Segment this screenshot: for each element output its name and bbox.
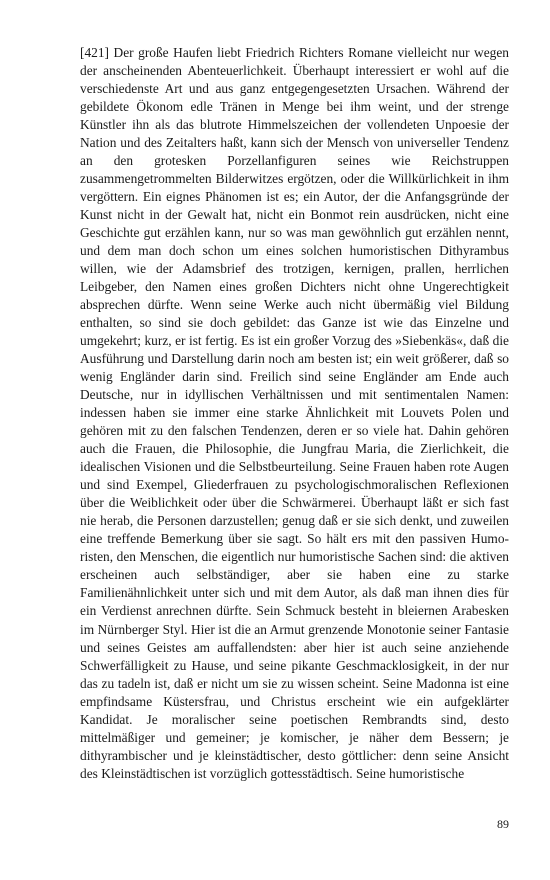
page-number: 89 xyxy=(497,817,509,831)
body-text: [421] Der große Haufen liebt Friedrich Richters Romane vielleicht nur wegen der anscheinenden Abenteuerlichkeit. Überhaupt interessiert er wohl auf die verschiedenste Art und aus ganz entgegengesetzten Ursachen. Während der gebildete Ökonom edle Tränen in Menge bei ihm weint, und der strenge Künstler ihn als das blutrote Himmelszeichen der vollendeten Unpoesie der Nation und des Zeitalters haßt, kann sich der Mensch von universeller Tendenz an den grotesken Porzellanfiguren seines wie Reichstruppen zusammengetrommelten Bilderwitzes ergötzen, oder die Willkürlichkeit in ihm vergöttern. Ein eignes Phänomen ist es; ein Autor, der die Anfangsgründe der Kunst nicht in der Gewalt hat, nicht ein Bonmot rein ausdrücken, nicht eine Geschichte gut erzählen kann, nur so was man gewöhnlich gut erzählen nennt, und dem man doch schon um eines solchen humoristischen Dithyrambus willen, wie der Adamsbrief des trotzigen, kernigen, prallen, herrlichen Leibgeber, den Namen eines großen Dichters nicht ohne Ungerechtigkeit absprechen dürfte. Wenn seine Werke auch nicht übermäßig viel Bildung enthalten, so sind sie doch gebildet: das Ganze ist wie das Einzelne und umgekehrt; kurz, er ist fertig. Es ist ein großer Vorzug des »Siebenkäs«, daß die Ausführung und Darstellung darin noch am besten ist; ein weit größerer, daß so wenig Engländer darin sind. Freilich sind seine Engländer am Ende auch Deutsche, nur in idyllischen Verhältnissen und mit sentimentalen Namen: indessen haben sie immer eine starke Ähnlichkeit mit Louvets Polen und gehören mit zu den falschen Tendenzen, deren er so viele hat. Dahin gehören auch die Frauen, die Philosophie, die Jungfrau Maria, die Zierlichkeit, die idealischen Visionen und die Selbstbeurteilung. Seine Frauen haben rote Augen und sind Exempel, Gliederfrauen zu psychologischmoralischen Reflexionen über die Weiblichkeit oder über die Schwärmerei. Überhaupt läßt er sich fast nie herab, die Personen darzustellen; genug daß er sie sich denkt, und zuweilen eine treffende Bemerkung über sie sagt. So hält ers mit den passiven Humoristen, den Menschen, die eigentlich nur humoristische Sachen sind: die aktiven erscheinen auch selbständiger, aber sie haben eine zu starke Familienähnlichkeit unter sich und mit dem Autor, als daß man ihnen dies für ein Verdienst anrechnen dürfte. Sein Schmuck besteht in bleiernen Arabesken im Nürnberger Styl. Hier ist die an Armut grenzende Monotonie seiner Fantasie und seines Geistes am auffallendsten: aber hier ist auch seine anziehende Schwerfälligkeit zu Hause, und seine pikante Geschmacklosigkeit, in der nur das zu tadeln ist, daß er nicht um sie zu wissen scheint. Seine Madonna ist eine empfindsame Küstersfrau, und Christus erscheint wie ein aufgeklärter Kandidat. Je moralischer seine poetischen Rembrandts sind, desto mittelmäßiger und gemeiner; je komischer, je näher dem Bessern; je dithyrambischer und je kleinstädtischer, desto göttlicher: denn seine Ansicht des Kleinstädtischen ist vorzüglich gottesstädtisch. Seine humoristische xyxy=(80,45,509,781)
